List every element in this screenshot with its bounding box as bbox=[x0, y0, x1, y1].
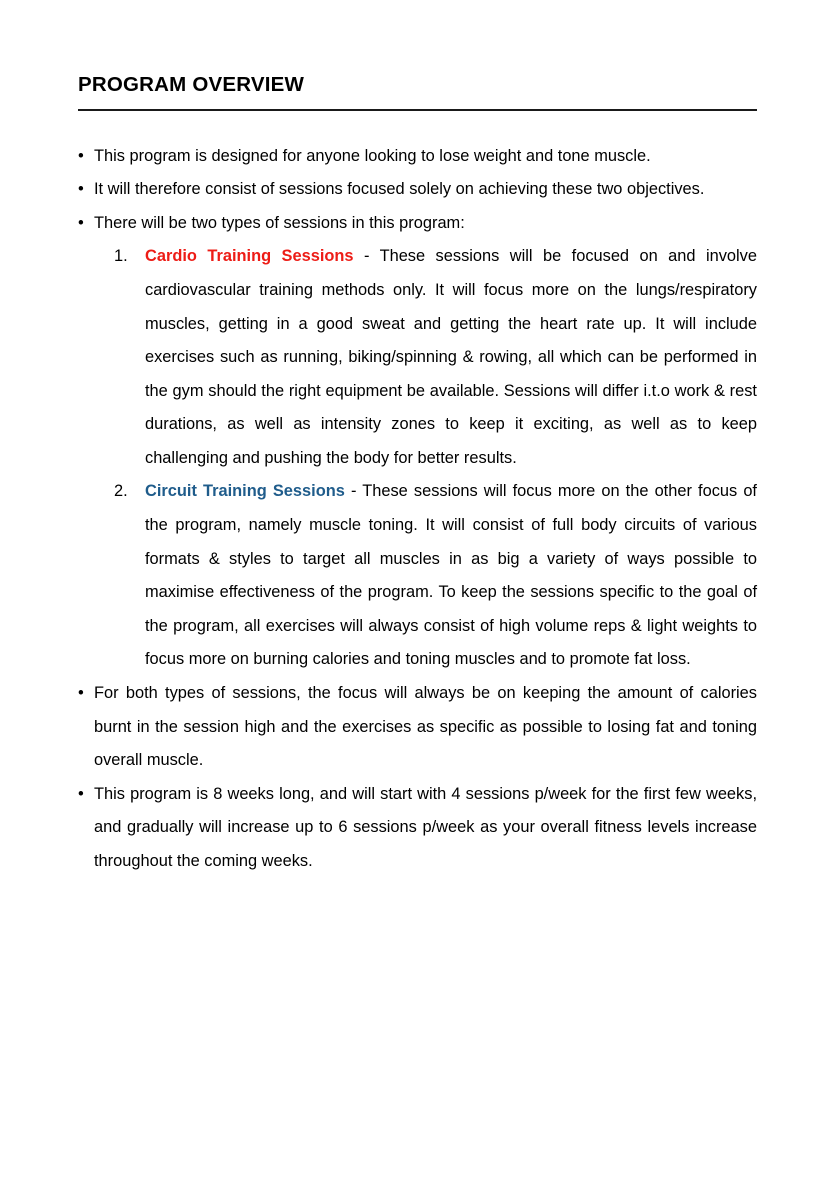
list-item bbox=[78, 207, 757, 241]
cardio-separator: - bbox=[353, 247, 380, 266]
bullet-text: For both types of sessions, the focus will always be on keeping the amount of calories burnt in the session high and the exercises as specific as possible to losing fat and toning overall muscle. bbox=[94, 684, 757, 770]
document-content bbox=[78, 74, 757, 879]
overview-bullet-list bbox=[78, 140, 757, 879]
circuit-separator: - bbox=[344, 482, 363, 501]
list-number: 2. bbox=[114, 482, 128, 501]
bullet-icon: • bbox=[78, 146, 84, 165]
bullet-icon: • bbox=[78, 180, 84, 199]
session-type-paragraph bbox=[145, 475, 757, 677]
list-item bbox=[78, 778, 757, 879]
list-item bbox=[78, 140, 757, 174]
bullet-icon: • bbox=[78, 784, 84, 803]
bullet-text: This program is 8 weeks long, and will start with 4 sessions p/week for the first few weeks, and gradually will increase up to 6 sessions p/week as your overall fitness levels increase throughout the coming weeks. bbox=[94, 784, 757, 871]
cardio-body: These sessions will be focused on and involve cardiovascular training methods only. It will focus more on the lungs/respiratory muscles, getting in a good sweat and getting the heart rate up. It will include exercises such as running, biking/spinning & rowing, all which can be performed in the gym should the right equipment be available. Sessions will differ i.t.o work & rest durations, as well as intensity zones to keep it exciting, as well as to keep challenging and pushing the body for better results. bbox=[145, 247, 757, 467]
bullet-icon: • bbox=[78, 684, 84, 703]
title-divider bbox=[78, 109, 757, 111]
session-types-container bbox=[78, 240, 757, 677]
page-title: PROGRAM OVERVIEW bbox=[78, 73, 305, 96]
bullet-text: It will therefore consist of sessions focused solely on achieving these two objectives. bbox=[94, 180, 705, 199]
list-item bbox=[78, 475, 757, 677]
circuit-body: These sessions will focus more on the other focus of the program, namely muscle toning. It will consist of full body circuits of various formats & styles to target all muscles in as big a variety of ways possible to maximise effectiveness of the program. To keep the sessions specific to the goal of the program, all exercises will always consist of high volume reps & light weights to focus more on burning calories and toning muscles and to promote fat loss. bbox=[145, 482, 757, 669]
session-types-list bbox=[78, 240, 757, 677]
list-number: 1. bbox=[114, 247, 128, 266]
bullet-text: There will be two types of sessions in this program: bbox=[94, 213, 465, 232]
bullet-text: This program is designed for anyone looking to lose weight and tone muscle. bbox=[94, 146, 651, 165]
list-item bbox=[78, 240, 757, 475]
list-item bbox=[78, 677, 757, 778]
circuit-heading: Circuit Training Sessions bbox=[145, 482, 345, 501]
bullet-icon: • bbox=[78, 213, 84, 232]
list-item bbox=[78, 173, 757, 207]
session-type-paragraph bbox=[145, 240, 757, 475]
cardio-heading: Cardio Training Sessions bbox=[145, 247, 354, 266]
